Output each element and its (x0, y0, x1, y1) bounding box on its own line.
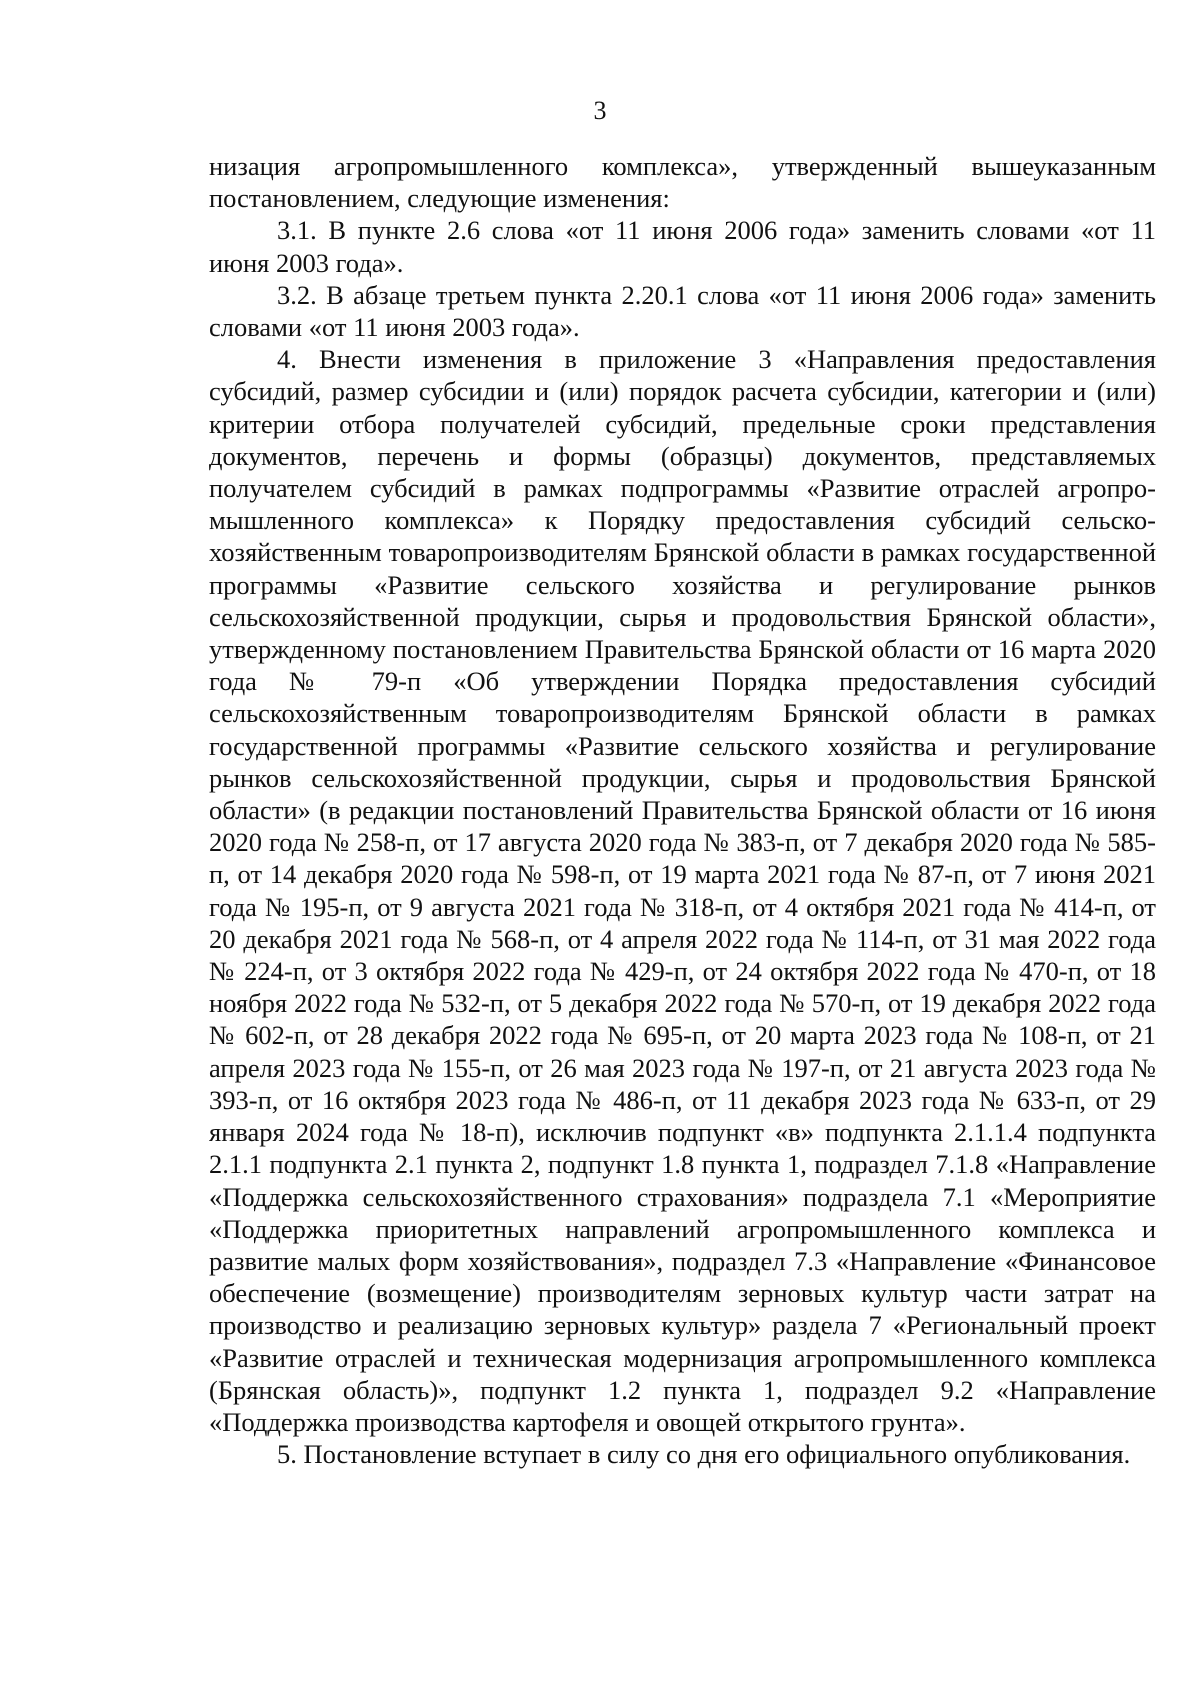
page-number: 3 (593, 96, 607, 125)
paragraph-item-3-2: 3.2. В абзаце третьем пункта 2.20.1 слова «от 11 июня 2006 года» заменить словами «от 11 июня 2003 года». (209, 279, 1156, 343)
paragraph-item-4: 4. Внести изменения в приложение 3 «Направления предоставления субсидий, размер субсидии и (или) порядок расчета субсидии, категории и (или) критерии отбора получателей субсидий, предельные сроки представления документов, перечень и формы (образцы) документов, представляемых получателем субсидий в рамках подпрограммы «Развитие отраслей агропромышленного комплекса» к Порядку предоставления субсидий сельскохозяйственным товаропроизводителям Брянской области в рамках государственной программы «Развитие сельского хозяйства и регулирование рынков сельскохозяйственной продукции, сырья и продовольствия Брянской области», утвержденному постановлением Правительства Брянской области от 16 марта 2020 года № 79-п «Об утверждении Порядка предоставления субсидий сельскохозяйственным товаропроизводителям Брянской области в рамках государственной программы «Развитие сельского хозяйства и регулирование рынков сельскохозяйственной продукции, сырья и продовольствия Брянской области» (в редакции постановлений Правительства Брянской области от 16 июня 2020 года № 258-п, от 17 августа 2020 года № 383-п, от 7 декабря 2020 года № 585-п, от 14 декабря 2020 года № 598-п, от 19 марта 2021 года № 87-п, от 7 июня 2021 года № 195-п, от 9 августа 2021 года № 318-п, от 4 октября 2021 года № 414-п, от 20 декабря 2021 года № 568-п, от 4 апреля 2022 года № 114-п, от 31 мая 2022 года № 224-п, от 3 октября 2022 года № 429-п, от 24 октября 2022 года № 470-п, от 18 ноября 2022 года № 532-п, от 5 декабря 2022 года № 570-п, от 19 декабря 2022 года № 602-п, от 28 декабря 2022 года № 695-п, от 20 марта 2023 года № 108-п, от 21 апреля 2023 года № 155-п, от 26 мая 2023 года № 197-п, от 21 августа 2023 года № 393-п, от 16 октября 2023 года № 486-п, от 11 декабря 2023 года № 633-п, от 29 января 2024 года № 18-п), исключив подпункт «в» подпункта 2.1.1.4 подпункта 2.1.1 подпункта 2.1 пункта 2, подпункт 1.8 пункта 1, подраздел 7.1.8 «Направление «Поддержка сельскохозяйственного страхования» подраздела 7.1 «Мероприятие «Поддержка приоритетных направлений агропромышленного комплекса и развитие малых форм хозяйствования», подраздел 7.3 «Направление «Финансовое обеспечение (возмещение) производителям зерновых культур части затрат на производство и реализацию зерновых культур» раздела 7 «Региональный проект «Развитие отраслей и техническая модернизация агропромышленного комплекса (Брянская область)», подпункт 1.2 пункта 1, подраздел 9.2 «Направление «Поддержка производства картофеля и овощей открытого грунта». (209, 344, 1156, 1437)
document-body (209, 150, 1156, 1470)
paragraph-item-3-1: 3.1. В пункте 2.6 слова «от 11 июня 2006 года» заменить словами «от 11 июня 2003 года». (209, 215, 1156, 278)
paragraph-continuation: низация агропромышленного комплекса», утвержденный вышеуказанным постановлением, следующие изменения: (209, 151, 1156, 214)
paragraph-item-5: 5. Постановление вступает в силу со дня его официального опубликования. (277, 1439, 1131, 1470)
